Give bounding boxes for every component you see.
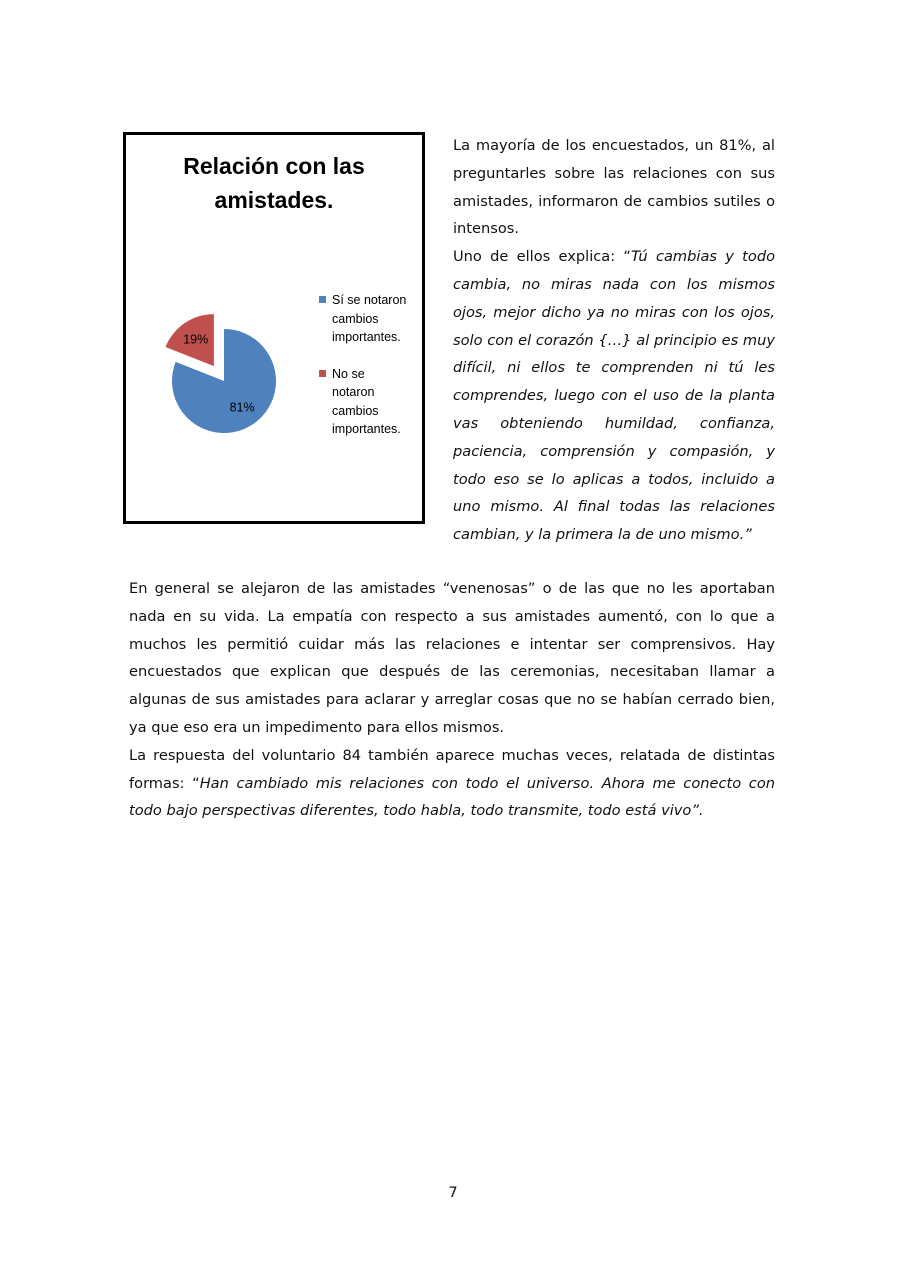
chart-title-line-1: Relación con las [183, 153, 365, 179]
paragraph-quote-2 [129, 742, 775, 825]
quote-intro: La respuesta del voluntario 84 también aparece muchas veces, relatada de distintas formas: “ [129, 746, 775, 792]
data-label-si: 81% [229, 400, 255, 415]
paragraph-friendships: En general se alejaron de las amistades “venenosas” o de las que no les aportaban nada en su vida. La empatía con respecto a sus amistades aumentó, con lo que a muchos les permitió cuidar más las relaciones e intentar ser comprensivos. Hay encuestados que explican que después de las ceremonias, necesitaban llamar a algunas de sus amistades para aclarar y arreglar cosas que no se habían cerrado bien, ya que eso era un impedimento para ellos mismos. [129, 580, 775, 736]
chart-title-line-2: amistades. [214, 187, 334, 213]
legend-line: Sí se notaron [332, 293, 407, 307]
page-number: 7 [448, 1184, 458, 1201]
legend-line: importantes. [332, 422, 401, 436]
quote-intro: Uno de ellos explica: “ [453, 248, 631, 266]
paragraph-survey-summary: La mayoría de los encuestados, un 81%, al preguntarles sobre las relaciones con sus amistades, informaron de cambios sutiles o intensos. [453, 137, 775, 238]
legend-entry-si [319, 291, 419, 347]
legend-entry-no [319, 365, 419, 439]
chart-legend [319, 291, 419, 457]
quote-text: Tú cambias y todo cambia, no miras nada con los mismos ojos, mejor dicho ya no miras con los ojos, solo con el corazón {…} al principio es muy difícil, ni ellos te comprenden ni tú les comprendes, luego con el uso de la planta vas obteniendo humildad, confianza, paciencia, comprensión y compasión, y todo eso se lo aplicas a todos, incluido a uno mismo. Al final todas las relaciones cambian, y la primera la de uno mismo.” [453, 248, 776, 544]
data-label-no: 19% [183, 332, 209, 347]
right-column-text [453, 132, 775, 549]
legend-line: cambios [332, 403, 379, 418]
legend-line: cambios [332, 311, 379, 326]
legend-line: notaron [332, 385, 375, 399]
legend-swatch-si [319, 296, 326, 303]
quote-text: Han cambiado mis relaciones con todo el universo. Ahora me conecto con todo bajo perspectivas diferentes, todo habla, todo transmite, todo está vivo”. [129, 774, 775, 820]
pie-chart-frame [123, 132, 425, 524]
legend-line: No se [332, 366, 365, 381]
body-text [129, 575, 775, 825]
legend-swatch-no [319, 370, 326, 377]
legend-line: importantes. [332, 330, 401, 344]
paragraph-quote-1 [453, 243, 775, 549]
